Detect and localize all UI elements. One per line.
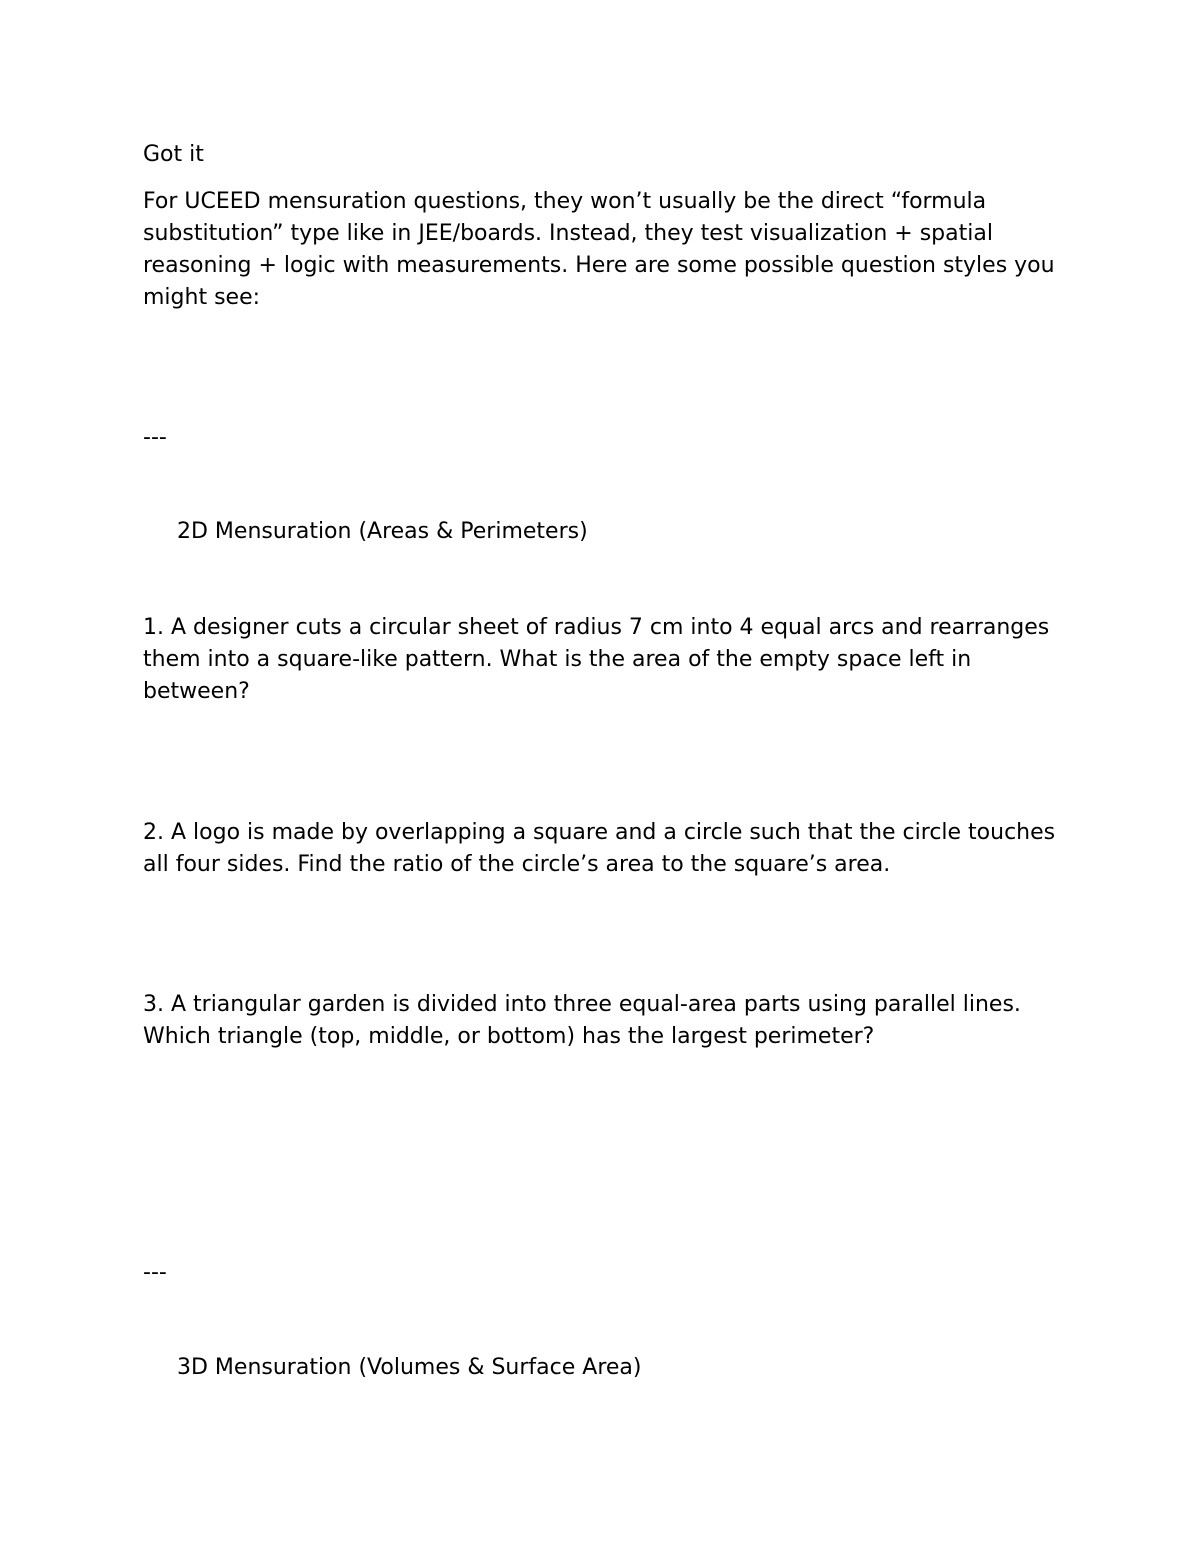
intro-title: Got it	[143, 142, 204, 167]
section-3d-title: 3D Mensuration (Volumes & Surface Area)	[177, 1355, 642, 1380]
separator-1: ---	[143, 425, 167, 450]
question-2d-3: 3. A triangular garden is divided into three equal-area parts using parallel lines. Which triangle (top, middle, or bottom) has the largest perimeter?	[143, 992, 1021, 1049]
question-2d-2: 2. A logo is made by overlapping a square and a circle such that the circle touches all four sides. Find the ratio of the circle’s area to the square’s area.	[143, 820, 1056, 877]
question-2d-1: 1. A designer cuts a circular sheet of radius 7 cm into 4 equal arcs and rearranges them into a square-like pattern. What is the area of the empty space left in between?	[143, 615, 1050, 704]
separator-2: ---	[143, 1260, 167, 1285]
section-2d-title: 2D Mensuration (Areas & Perimeters)	[177, 519, 588, 544]
intro-paragraph: For UCEED mensuration questions, they won’t usually be the direct “formula substitution” type like in JEE/boards. Instead, they test visualization + spatial reasoning + logic with measurements. Here are some possible question styles you might see:	[143, 189, 1055, 310]
